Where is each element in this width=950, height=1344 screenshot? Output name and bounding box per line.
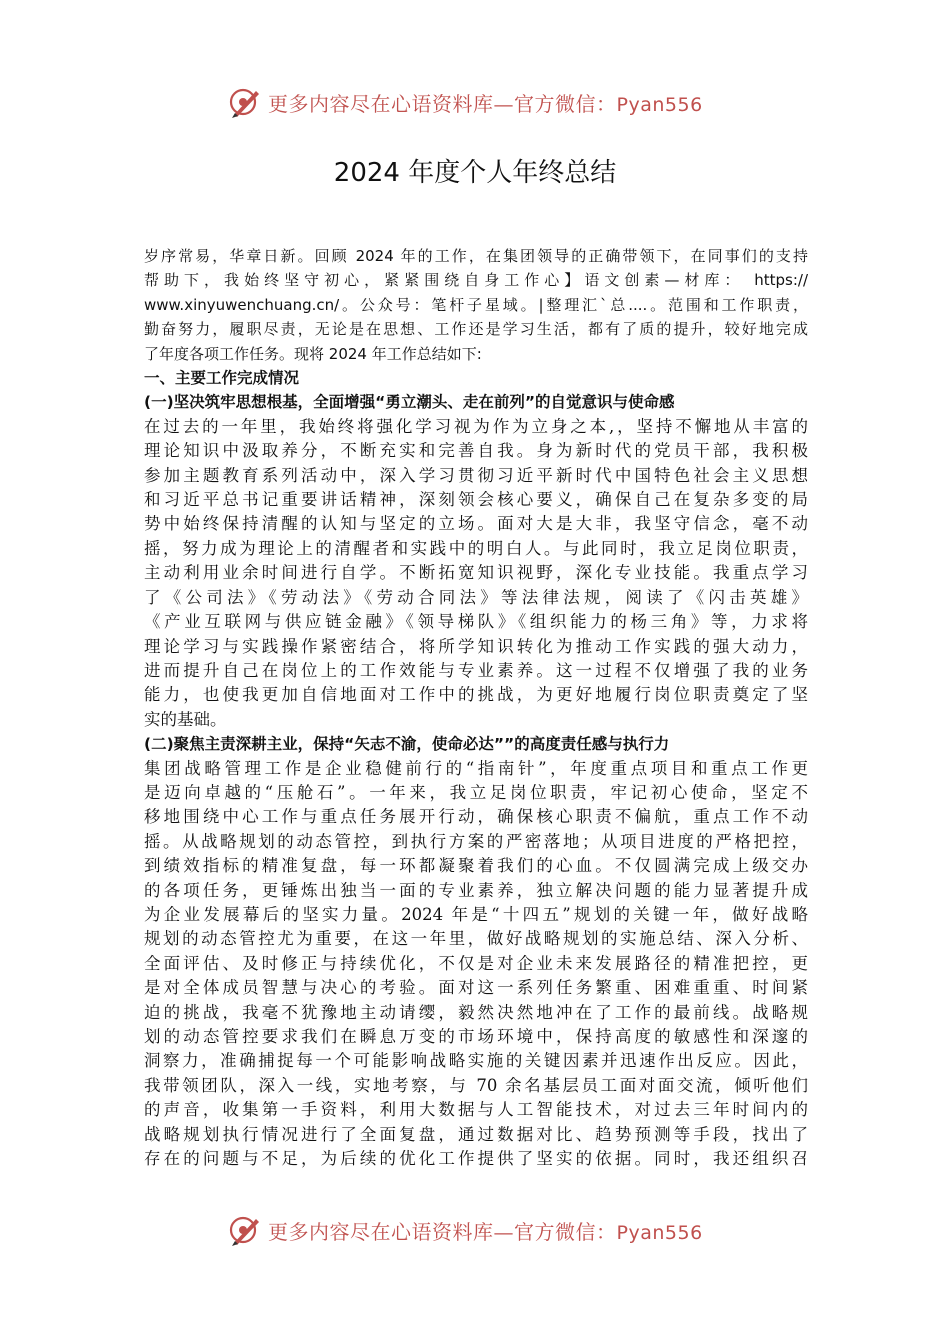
body-line: 规划的动态管控尤为重要，在这一年里，做好战略规划的实施总结、深入分析、	[144, 929, 808, 949]
body-line: 主动利用业余时间进行自学。不断拓宽知识视野，深化专业技能。我重点学习	[144, 563, 808, 583]
body-line: 能力，也使我更加自信地面对工作中的挑战，为更好地履行岗位职责奠定了坚	[144, 685, 808, 705]
body-line: 的声音，收集第一手资料，利用大数据与人工智能技术，对过去三年时间内的	[144, 1100, 808, 1120]
body-line: 存在的问题与不足，为后续的优化工作提供了坚实的依据。同时，我还组织召	[144, 1149, 808, 1169]
body-line: 战略规划执行情况进行了全面复盘，通过数据对比、趋势预测等手段，找出了	[144, 1124, 808, 1144]
body-line: 《产业互联网与供应链金融》《领导梯队》《组织能力的杨三角》等，力求将	[144, 612, 808, 632]
section-heading: 一、主要工作完成情况	[144, 369, 300, 388]
subsection-2-paragraph	[144, 757, 808, 1172]
body-line: 移地围绕中心工作与重点任务展开行动，确保核心职责不偏航，重点工作不动	[144, 807, 808, 827]
intro-paragraph	[144, 244, 808, 366]
body-line: 到绩效指标的精准复盘，每一环都凝聚着我们的心血。不仅圆满完成上级交办	[144, 856, 808, 876]
intro-line: 帮助下，我始终坚守初心，紧紧围绕自身工作心】语文创素—材库： https://	[144, 271, 808, 290]
intro-line: www.xinyuwenchuang.cn/。公众号：笔杆子星域。|整理汇`总....。范围和工作职责，	[144, 295, 808, 314]
body-line: 和习近平总书记重要讲话精神，深刻领会核心要义，确保自己在复杂多变的局	[144, 490, 808, 510]
document-title: 2024 年度个人年终总结	[333, 158, 617, 188]
intro-line: 了年度各项工作任务。现将 2024 年工作总结如下:	[144, 344, 482, 363]
pen-logo-icon	[228, 1213, 262, 1247]
body-line: 全面评估、及时修正与持续优化，不仅是对企业未来发展路径的精准把控，更	[144, 953, 808, 973]
body-line: 是迈向卓越的“压舱石”。一年来，我立足岗位职责，牢记初心使命，坚定不	[144, 782, 808, 802]
body-line: 迫的挑战，我毫不犹豫地主动请缨，毅然决然地冲在了工作的最前线。战略规	[144, 1002, 808, 1022]
body-line: 摇，努力成为理论上的清醒者和实践中的明白人。与此同时，我立足岗位职责，	[144, 538, 808, 558]
body-line: 洞察力，准确捕捉每一个可能影响战略实施的关键因素并迅速作出反应。因此，	[144, 1051, 808, 1071]
subsection-heading-2: (二)聚焦主责深耕主业，保持“矢志不渝，使命必达””的高度责任感与执行力	[144, 735, 670, 754]
intro-line: 勤奋努力，履职尽责，无论是在思想、工作还是学习生活，都有了质的提升，较好地完成	[144, 320, 808, 339]
body-line: 的各项任务，更锤炼出独当一面的专业素养，独立解决问题的能力显著提升成	[144, 880, 808, 900]
body-line: 是对全体成员智慧与决心的考验。面对这一系列任务繁重、困难重重、时间紧	[144, 978, 808, 998]
body-line: 理论学习与实践操作紧密结合，将所学知识转化为推动工作实践的强大动力，	[144, 636, 808, 656]
subsection-heading-1: (一)坚决筑牢思想根基，全面增强“勇立潮头、走在前列”的自觉意识与使命感	[144, 393, 675, 412]
body-line: 理论知识中汲取养分，不断充实和完善自我。身为新时代的党员干部，我积极	[144, 441, 808, 461]
watermark-text: 更多内容尽在心语资料库—官方微信：Pyan556	[268, 91, 703, 116]
intro-line: 岁序常易，华章日新。回顾 2024 年的工作，在集团领导的正确带领下，在同事们的支持	[144, 247, 808, 265]
body-line: 了《公司法》《劳动法》《劳动合同法》等法律法规，阅读了《闪击英雄》	[144, 587, 808, 607]
body-line: 参加主题教育系列活动中，深入学习贯彻习近平新时代中国特色社会主义思想	[144, 465, 808, 485]
body-line: 实的基础。	[144, 709, 227, 729]
subsection-1-paragraph	[144, 415, 808, 732]
body-line: 划的动态管控要求我们在瞬息万变的市场环境中，保持高度的敏感性和深邃的	[144, 1027, 808, 1046]
watermark-banner-top	[228, 84, 748, 120]
body-line: 为企业发展幕后的坚实力量。2024 年是“十四五”规划的关键一年，做好战略	[144, 904, 808, 924]
body-line: 我带领团队，深入一线，实地考察，与 70 余名基层员工面对面交流，倾听他们	[144, 1075, 808, 1095]
pen-logo-icon	[228, 85, 262, 119]
body-line: 进而提升自己在岗位上的工作效能与专业素养。这一过程不仅增强了我的业务	[144, 660, 808, 680]
document-body	[144, 244, 808, 1171]
wechat-id: Pyan556	[616, 1221, 703, 1244]
body-line: 势中始终保持清醒的认知与坚定的立场。面对大是大非，我坚守信念，毫不动	[144, 514, 808, 534]
wechat-id: Pyan556	[616, 93, 703, 116]
body-line: 集团战略管理工作是企业稳健前行的“指南针”，年度重点项目和重点工作更	[144, 758, 808, 778]
watermark-text: 更多内容尽在心语资料库—官方微信：Pyan556	[268, 1219, 703, 1244]
body-line: 在过去的一年里，我始终将强化学习视为作为立身之本,，坚持不懈地从丰富的	[144, 416, 808, 436]
body-line: 摇。从战略规划的动态管控，到执行方案的严密落地；从项目进度的严格把控，	[144, 831, 808, 851]
watermark-banner-bottom	[228, 1212, 748, 1248]
